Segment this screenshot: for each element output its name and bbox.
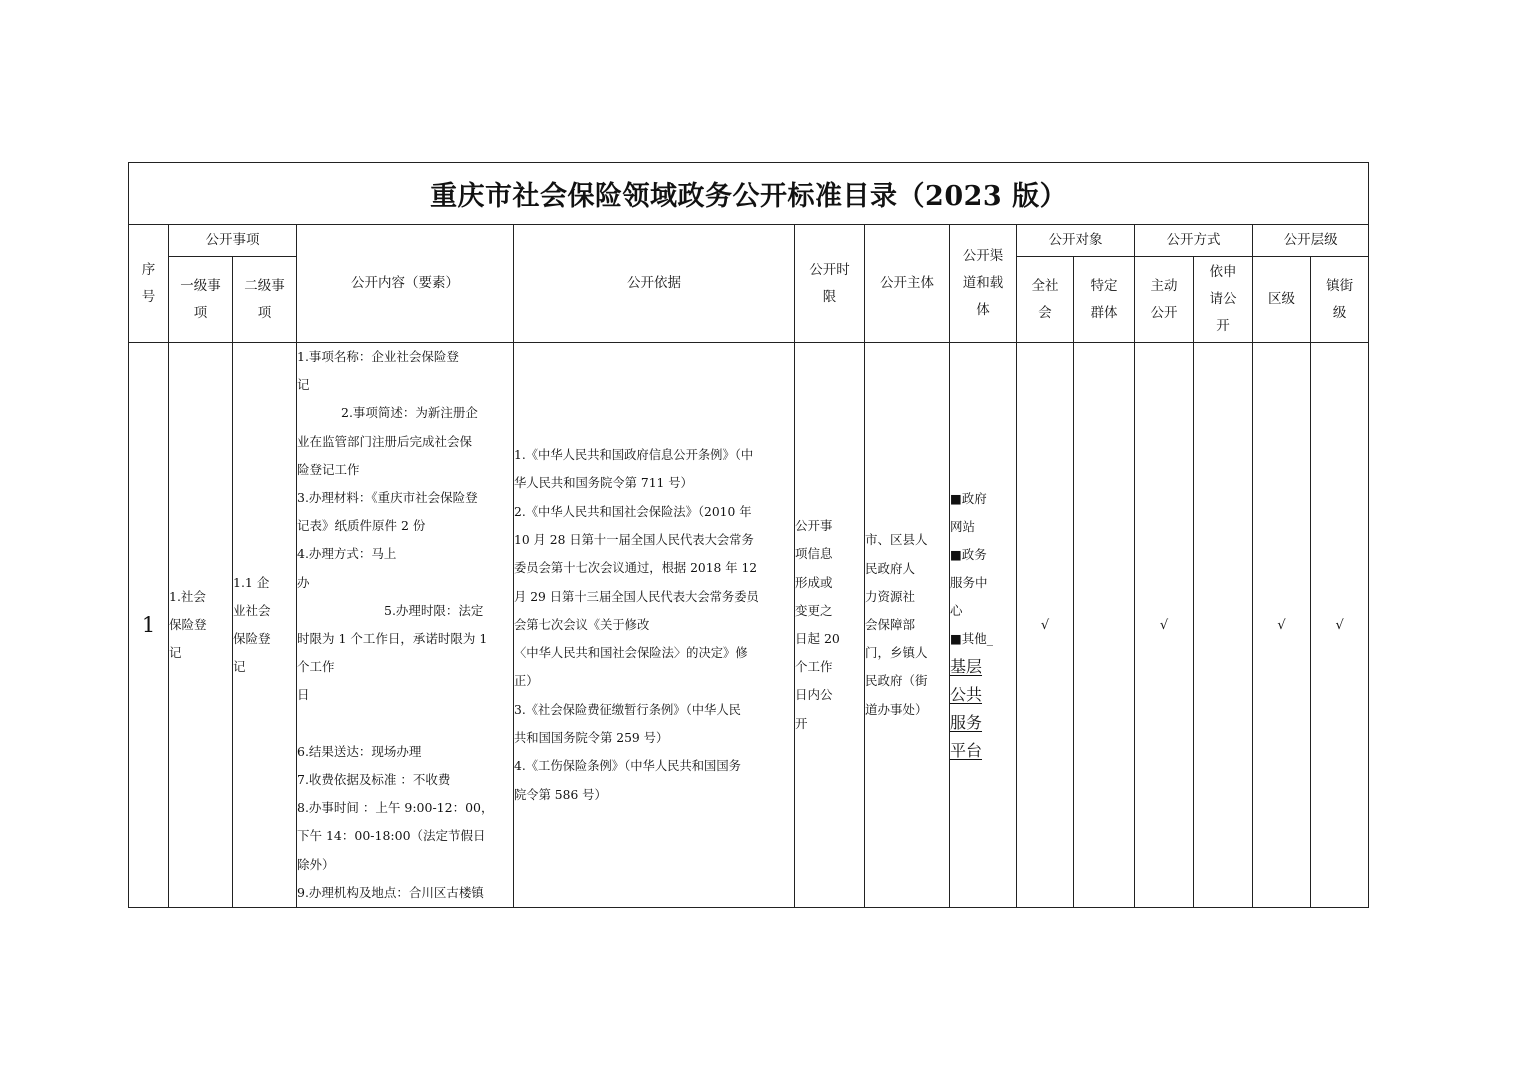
row-time-limit: 公开事 项信息 形成或 变更之 日起 20 个工作 日内公 开: [795, 343, 865, 908]
header-method-active: 主动 公开: [1135, 257, 1194, 343]
row-target-specific: [1074, 343, 1135, 908]
header-items-group: 公开事项: [169, 225, 297, 257]
row-basis: 1.《中华人民共和国政府信息公开条例》（中 华人民共和国务院令第 711 号） 2.《中华人民共和国社会保险法》（2010 年 10 月 28 日第十一届全国人民代表大会常务 委员会第十七次会议通过，根据 2018 年 12 月 29 日第十三届全国人民代表大会常务委员 会第七次会议《关于修改 〈中华人民共和国社会保险法〉的决定》修 正） 3.《社会保险费征缴暂行条例》（中华人民 共和国国务院令第 259 号） 4.《工伤保险条例》（中华人民共和国国务 院令第 586 号）: [514, 343, 795, 908]
catalog-sheet: [128, 162, 1368, 908]
row-method-request: [1194, 343, 1253, 908]
row-subject: 市、区县人 民政府人 力资源社 会保障部 门，乡镇人 民政府（街 道办事处）: [865, 343, 950, 908]
header-target-specific: 特定 群体: [1074, 257, 1135, 343]
row-target-all: √: [1017, 343, 1074, 908]
row-content: 1.事项名称：企业社会保险登 记 2.事项简述：为新注册企 业在监管部门注册后完成社会保 险登记工作 3.办理材料：《重庆市社会保险登 记表》纸质件原件 2 份 4.办理方式：马上 办 5.办理时限：法定 时限为 1 个工作日，承诺时限为 1 个工作 日 6.结果送达：现场办理 7.收费依据及标准 ：不收费 8.办事时间 ：上午 9:00-12：00， 下午 14：00-18:00（法定节假日 除外） 9.办理机构及地点：合川区古楼镇: [297, 343, 514, 908]
catalog-table: [128, 162, 1369, 908]
header-time-limit: 公开时 限: [795, 225, 865, 343]
page-title: 重庆市社会保险领域政务公开标准目录（2023 版）: [129, 163, 1369, 225]
header-subject: 公开主体: [865, 225, 950, 343]
header-level-district: 区级: [1253, 257, 1311, 343]
header-level-town: 镇街 级: [1311, 257, 1369, 343]
row-channel: ■政府 网站 ■政务 服务中 心 ■其他_ 基层 公共 服务 平台: [950, 343, 1017, 908]
header-target-group: 公开对象: [1017, 225, 1135, 257]
header-content: 公开内容（要素）: [297, 225, 514, 343]
header-method-request: 依申 请公 开: [1194, 257, 1253, 343]
header-seq: 序 号: [129, 225, 169, 343]
header-level-group: 公开层级: [1253, 225, 1369, 257]
row-level1: 1.社会 保险登 记: [169, 343, 233, 908]
header-method-group: 公开方式: [1135, 225, 1253, 257]
row-level-town: √: [1311, 343, 1369, 908]
table-row: [129, 343, 1369, 908]
header-basis: 公开依据: [514, 225, 795, 343]
row-seq: 1: [129, 343, 169, 908]
header-level1: 一级事 项: [169, 257, 233, 343]
header-channel: 公开渠 道和载 体: [950, 225, 1017, 343]
row-method-active: √: [1135, 343, 1194, 908]
header-level2: 二级事 项: [233, 257, 297, 343]
row-level2: 1.1 企 业社会 保险登 记: [233, 343, 297, 908]
row-level-district: √: [1253, 343, 1311, 908]
header-target-all: 全社 会: [1017, 257, 1074, 343]
